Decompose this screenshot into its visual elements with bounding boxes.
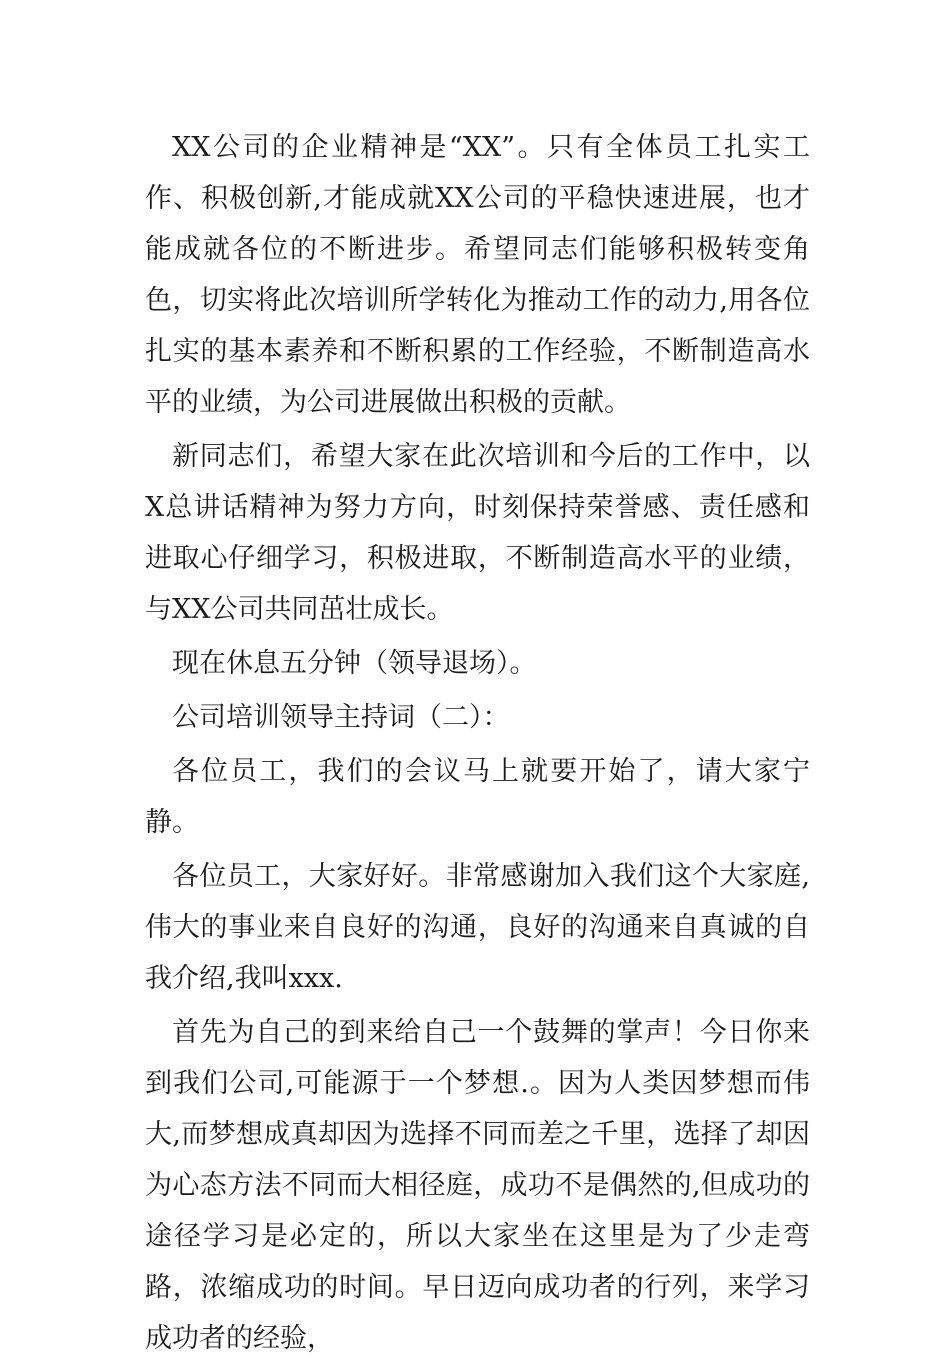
- document-body: [145, 122, 810, 1367]
- paragraph-section-heading: 公司培训领导主持词（二）：: [172, 702, 510, 733]
- paragraph-company-spirit: XX公司的企业精神是“XX”。只有全体员工扎实工作、积极创新,才能成就XX公司的平稳快速进展，也才能成就各位的不断进步。希望同志们能够积极转变角色，切实将此次培训所学转化为推动工作的动力,用各位扎实的基本素养和不断积累的工作经验，不断制造高水平的业绩，为公司进展做出积极的贡献。: [145, 132, 810, 418]
- paragraph-meeting-start: 各位员工，我们的会议马上就要开始了，请大家宁静。: [145, 756, 810, 838]
- paragraph-self-introduction: 各位员工，大家好好。非常感谢加入我们这个大家庭,伟大的事业来自良好的沟通，良好的沟通来自真诚的自我介绍,我叫xxx.: [145, 861, 810, 994]
- paragraph-applause: 首先为自己的到来给自己一个鼓舞的掌声！今日你来到我们公司,可能源于一个梦想.。因为人类因梦想而伟大,而梦想成真却因为选择不同而差之千里，选择了却因为心态方法不同而大相径庭，成功不是偶然的,但成功的途径学习是必定的，所以大家坐在这里是为了少走弯路，浓缩成功的时间。早日迈向成功者的行列，来学习成功者的经验，: [145, 1017, 810, 1354]
- paragraph-break-notice: 现在休息五分钟（领导退场）。: [172, 648, 537, 679]
- paragraph-new-colleagues: 新同志们，希望大家在此次培训和今后的工作中，以X总讲话精神为努力方向，时刻保持荣誉感、责任感和进取心仔细学习，积极进取，不断制造高水平的业绩，与XX公司共同茁壮成长。: [145, 441, 810, 625]
